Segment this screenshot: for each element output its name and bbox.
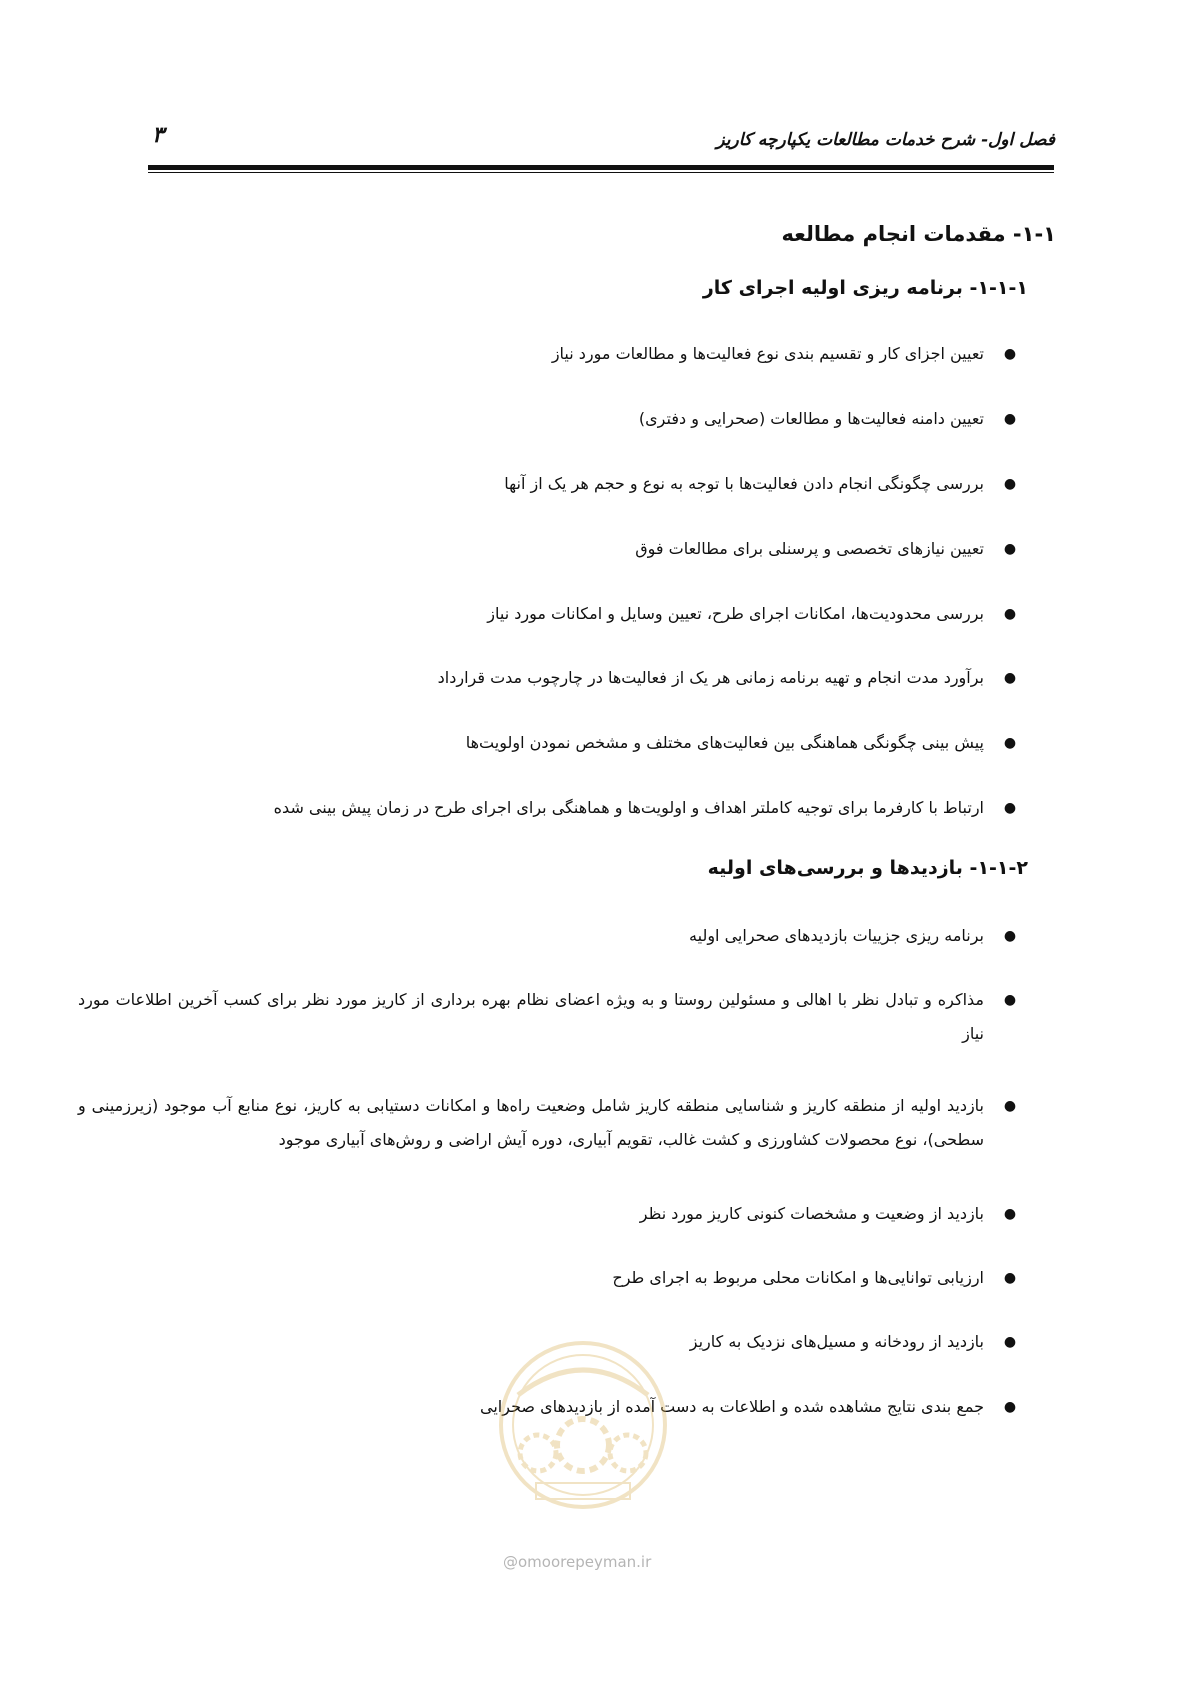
list-item xyxy=(78,467,1018,501)
list-item xyxy=(78,1089,1018,1157)
list-item-text: بررسی چگونگی انجام دادن فعالیت‌ها با توجه به نوع و حجم هر یک از آنها xyxy=(504,474,984,493)
list-item xyxy=(78,1261,1018,1295)
list-item-text: ارزیابی توانایی‌ها و امکانات محلی مربوط به اجرای طرح xyxy=(612,1268,984,1287)
list-item xyxy=(78,661,1018,695)
list-item-text: بازدید از رودخانه و مسیل‌های نزدیک به کاریز xyxy=(689,1332,984,1351)
page-number: ۳ xyxy=(152,122,164,148)
running-header-title: فصل اول- شرح خدمات مطالعات یکپارچه کاریز xyxy=(716,130,1055,150)
bullet-icon: ● xyxy=(1003,411,1017,427)
list-item xyxy=(78,402,1018,436)
bullet-icon: ● xyxy=(1003,346,1017,362)
list-item-text: بررسی محدودیت‌ها، امکانات اجرای طرح، تعیین وسایل و امکانات مورد نیاز xyxy=(487,604,984,623)
list-item xyxy=(78,791,1018,825)
list-item xyxy=(78,726,1018,760)
header-rule-thin xyxy=(148,172,1054,173)
bullet-icon: ● xyxy=(1003,1334,1017,1350)
list-item-text: ارتباط با کارفرما برای توجیه کاملتر اهداف و اولویت‌ها و هماهنگی برای اجرای طرح در زمان پیش بینی شده xyxy=(273,798,984,817)
list-item xyxy=(78,597,1018,631)
bullet-icon: ● xyxy=(1003,1098,1017,1114)
bullet-icon: ● xyxy=(1003,1270,1017,1286)
subsection-heading: ۱-۱-۲- بازدیدها و بررسی‌های اولیه xyxy=(707,857,1028,879)
list-item-text: مذاکره و تبادل نظر با اهالی و مسئولین روستا و به ویژه اعضای نظام بهره برداری از کاریز مورد نظر برای کسب آخرین اطلاعات مورد نیاز xyxy=(78,990,984,1043)
section-heading: ۱-۱- مقدمات انجام مطالعه xyxy=(781,222,1056,246)
bullet-icon: ● xyxy=(1003,670,1017,686)
bullet-icon: ● xyxy=(1003,992,1017,1008)
list-item-text: تعیین نیازهای تخصصی و پرسنلی برای مطالعات فوق xyxy=(635,539,984,558)
list-item-text: برآورد مدت انجام و تهیه برنامه زمانی هر یک از فعالیت‌ها در چارچوب مدت قرارداد xyxy=(437,668,984,687)
bullet-icon: ● xyxy=(1003,735,1017,751)
list-item xyxy=(78,337,1018,371)
bullet-icon: ● xyxy=(1003,928,1017,944)
list-item xyxy=(78,1197,1018,1231)
subsection-heading: ۱-۱-۱- برنامه ریزی اولیه اجرای کار xyxy=(702,277,1028,299)
bullet-icon: ● xyxy=(1003,1206,1017,1222)
bullet-icon: ● xyxy=(1003,476,1017,492)
list-item xyxy=(78,532,1018,566)
list-item-text: تعیین اجزای کار و تقسیم بندی نوع فعالیت‌ها و مطالعات مورد نیاز xyxy=(551,344,984,363)
list-item-text: پیش بینی چگونگی هماهنگی بین فعالیت‌های مختلف و مشخص نمودن اولویت‌ها xyxy=(465,733,984,752)
list-item-text: جمع بندی نتایج مشاهده شده و اطلاعات به دست آمده از بازدیدهای صحرایی xyxy=(480,1397,984,1416)
list-item-text: تعیین دامنه فعالیت‌ها و مطالعات (صحرایی و دفتری) xyxy=(638,409,984,428)
watermark-logo xyxy=(478,1335,688,1515)
list-item xyxy=(78,919,1018,953)
bullet-icon: ● xyxy=(1003,800,1017,816)
bullet-icon: ● xyxy=(1003,1399,1017,1415)
list-item-text: بازدید اولیه از منطقه کاریز و شناسایی منطقه کاریز شامل وضعیت راه‌ها و امکانات دستیابی به کاریز، نوع منابع آب موجود (زیرزمینی و سطحی)، نوع محصولات کشاورزی و کشت غالب، تقویم آبیاری، دوره آیش اراضی و روش‌های آبیاری موجود xyxy=(78,1096,984,1149)
header-rule-thick xyxy=(148,165,1054,170)
watermark-url: @omoorepeyman.ir xyxy=(503,1553,652,1571)
list-item-text: برنامه ریزی جزییات بازدیدهای صحرایی اولیه xyxy=(689,926,984,945)
list-item-text: بازدید از وضعیت و مشخصات کنونی کاریز مورد نظر xyxy=(639,1204,984,1223)
bullet-icon: ● xyxy=(1003,606,1017,622)
bullet-icon: ● xyxy=(1003,541,1017,557)
list-item xyxy=(78,983,1018,1051)
